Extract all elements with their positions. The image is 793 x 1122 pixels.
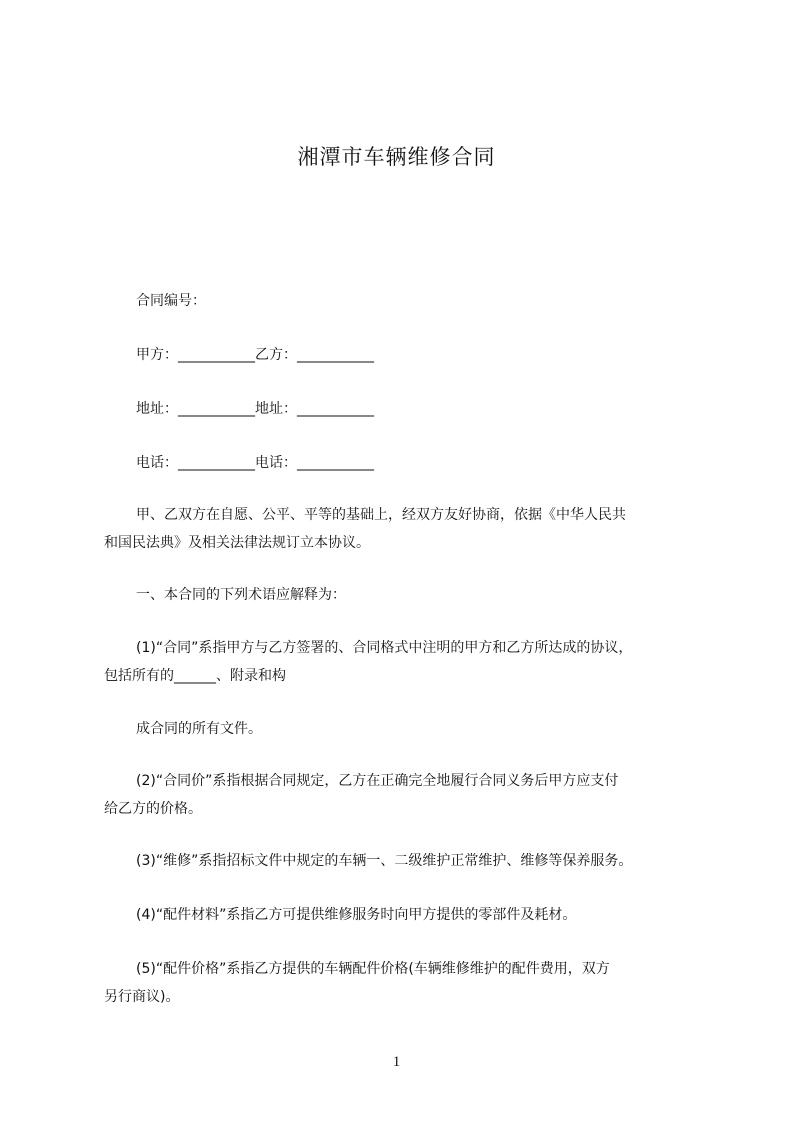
document-title: 湘潭市车辆维修合同 (297, 145, 496, 169)
item-1-line-3: 成合同的所有文件。 (136, 721, 262, 737)
section-1-heading: 一、本合同的下列术语应解释为： (136, 587, 346, 603)
item-2-paragraph (104, 767, 716, 823)
item-1-paragraph (104, 634, 716, 690)
item-5-line-1: (5)“配件价格”系指乙方提供的车辆配件价格(车辆维修维护的配件费用，双方 (136, 961, 610, 977)
party-line: 甲方：___________乙方：___________ (136, 347, 374, 363)
item-1-line-1: (1)“合同”系指甲方与乙方签署的、合同格式中注明的甲方和乙方所达成的协议， (136, 640, 633, 656)
intro-line-2: 和国民法典》及相关法律法规订立本协议。 (104, 535, 370, 551)
item-2-line-1: (2)“合同价”系指根据合同规定，乙方在正确完全地履行合同义务后甲方应支付 (136, 773, 619, 789)
item-2-line-2: 给乙方的价格。 (104, 801, 202, 817)
phone-line: 电话：___________电话：___________ (136, 455, 374, 471)
item-4-line: (4)“配件材料”系指乙方可提供维修服务时向甲方提供的零部件及耗材。 (136, 907, 577, 923)
item-5-paragraph (104, 955, 716, 1011)
item-3-line: (3)“维修”系指招标文件中规定的车辆一、二级维护正常维护、维修等保养服务。 (136, 853, 633, 869)
intro-paragraph (104, 501, 716, 557)
item-1-line-2: 包括所有的______、附录和构 (104, 668, 286, 684)
contract-number-label: 合同编号： (136, 293, 206, 309)
address-line: 地址：___________地址：___________ (136, 401, 374, 417)
item-5-line-2: 另行商议)。 (104, 989, 180, 1005)
page-number: 1 (392, 1054, 401, 1070)
intro-line-1: 甲、乙双方在自愿、公平、平等的基础上，经双方友好协商，依据《中华人民共 (136, 507, 626, 523)
